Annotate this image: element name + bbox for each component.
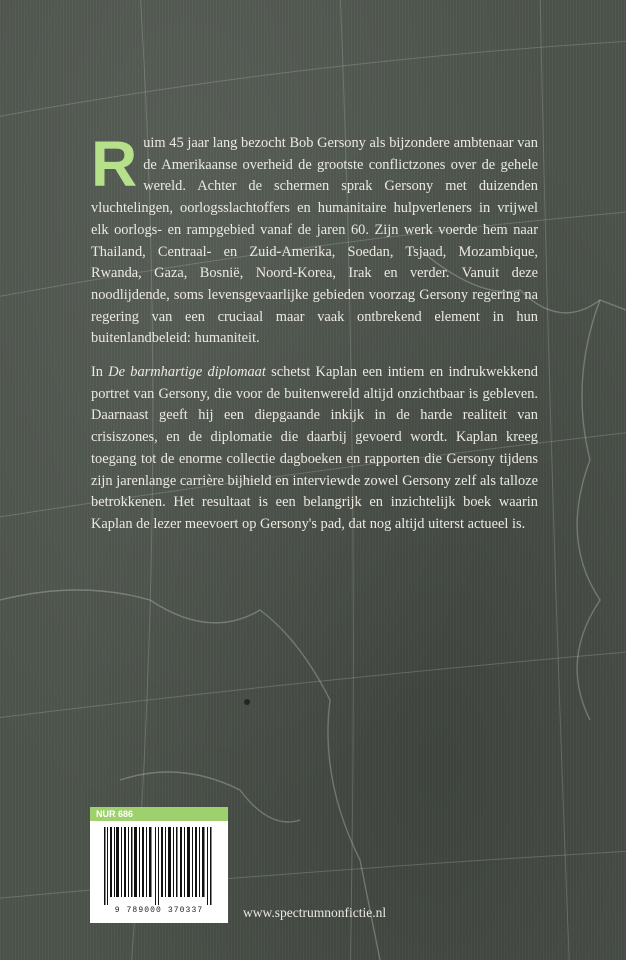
drop-cap: R xyxy=(91,128,138,200)
barcode-icon xyxy=(100,827,218,905)
nur-label: NUR 686 xyxy=(90,807,228,821)
blurb-paragraph-1 xyxy=(91,128,538,350)
book-title: De barmhartige diplomaat xyxy=(108,364,266,381)
blurb-paragraph-2-text: schetst Kaplan een intiem en indrukwekkend portret van Gersony, die voor de buitenwereld altijd onzichtbaar is gebleven. Daarnaast geeft hij een diepgaande inkijk in de harde realiteit van crisiszones, en de diplomatie die daarbij gevoerd wordt. Kaplan kreeg toegang tot de enorme collectie dagboeken en rapporten die Gersony tijdens zijn jarenlange carrière bijhield en interviewde zowel Gersony zelf als talloze betrokkenen. Het resultaat is een belangrijk en inzichtelijk boek waarin Kaplan de lezer meevoert op Gersony's pad, dat nog altijd uiterst actueel is. xyxy=(91,364,538,532)
blurb xyxy=(91,128,538,536)
blurb-paragraph-1-text: uim 45 jaar lang bezocht Bob Gersony als bijzondere ambtenaar van de Amerikaanse overheid de grootste conflictzones over de gehele wereld. Achter de schermen sprak Gersony met duizenden vluchtelingen, oorlogsslachtoffers en humanitaire hulpverleners in vrijwel elk oorlogs- en rampgebied vanaf de jaren 60. Zijn werk voerde hem naar Thailand, Centraal- en Zuid-Amerika, Soedan, Tsjaad, Mozambique, Rwanda, Gaza, Bosnië, Noord-Korea, Irak en verder. Vanuit deze noodlijdende, soms levensgevaarlijke gebieden voorzag Gersony regering na regering van een cruciaal maar vaak ontbrekend element in hun buitenlandbeleid: humaniteit. xyxy=(91,135,538,347)
publisher-website: www.spectrumnonfictie.nl xyxy=(243,905,387,920)
barcode-box xyxy=(90,807,228,923)
blurb-paragraph-2-prefix: In xyxy=(91,364,109,381)
blurb-paragraph-2 xyxy=(91,362,538,536)
barcode-digits: 9 789000 370337 xyxy=(114,906,204,915)
